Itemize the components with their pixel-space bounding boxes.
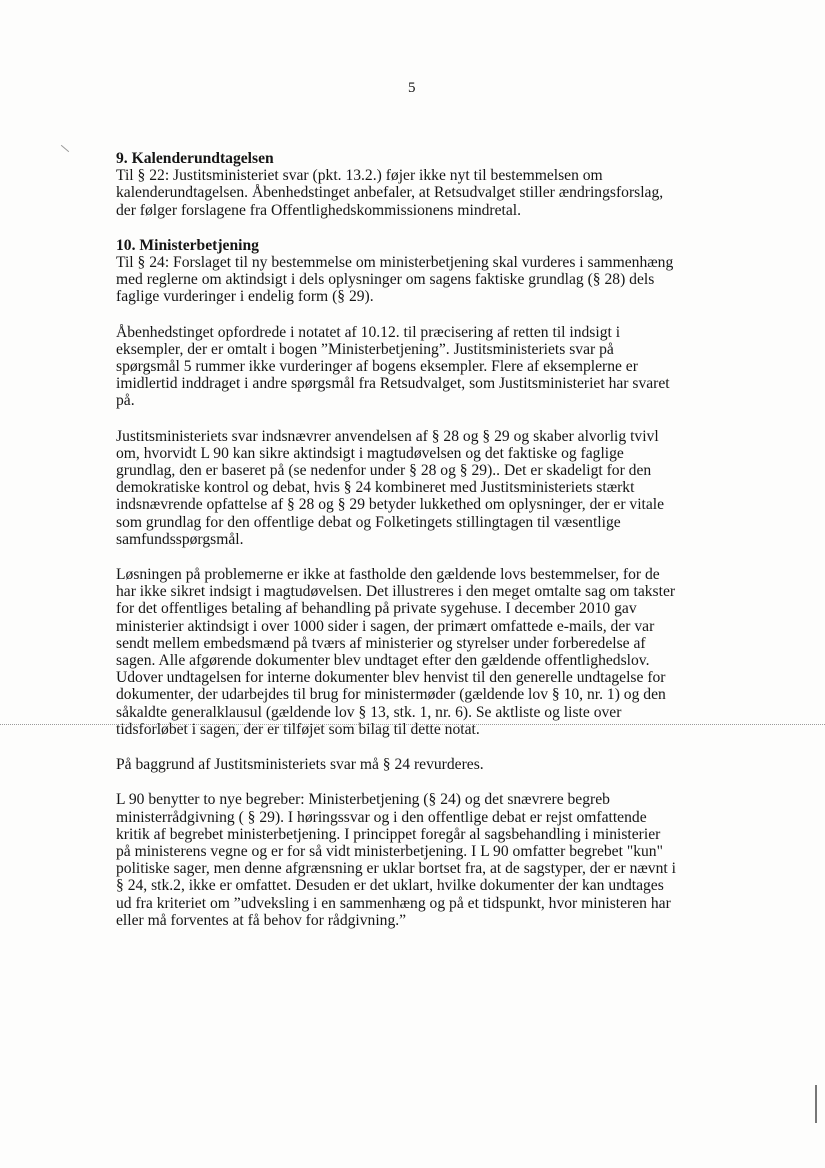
text-line: faglige vurderinger i endelig form (§ 29). — [116, 288, 374, 306]
text-line: kritik af begrebet ministerbetjening. I princippet foregår al sagsbehandling i ministerier — [116, 825, 661, 843]
text-line: på ministerens vegne og er for så vidt ministerbetjening. I L 90 omfatter begrebet "kun" — [116, 842, 663, 860]
text-line: sagen. Alle afgørende dokumenter blev undtaget efter den gældende offentlighedslov. — [116, 652, 650, 670]
text-line: L 90 benytter to nye begreber: Ministerbetjening (§ 24) og det snævrere begreb — [116, 791, 610, 809]
text-line: har ikke sikret indsigt i magtudøvelsen. Det illustreres i den meget omtalte sag om takster — [116, 583, 676, 601]
scan-edge-mark — [815, 1085, 817, 1123]
document-body — [116, 150, 716, 947]
text-line: tidsforløbet i sagen, der er tilføjet som bilag til dette notat. — [116, 720, 480, 738]
text-line: dokumenter, der udarbejdes til brug for ministermøder (gældende lov § 10, nr. 1) og den — [116, 686, 666, 704]
section-ministerbetjening — [116, 237, 716, 929]
text-line: der følger forslagene fra Offentlighedskommissionens mindretal. — [116, 201, 522, 219]
text-line: eksempler, der er omtalt i bogen ”Ministerbetjening”. Justitsministeriets svar på — [116, 340, 614, 358]
text-line: kalenderundtagelsen. Åbenhedstinget anbefaler, at Retsudvalget stiller ændringsforslag, — [116, 184, 664, 202]
text-line: grundlag, den er baseret på (se nedenfor under § 28 og § 29).. Det er skadeligt for den — [116, 462, 652, 480]
section-kalenderundtagelsen — [116, 150, 716, 219]
text-line: imidlertid inddraget i andre spørgsmål fra Retsudvalget, som Justitsministeriet har svaret — [116, 375, 670, 393]
text-line: På baggrund af Justitsministeriets svar må § 24 revurderes. — [116, 756, 484, 774]
text-line: indsnævrende opfattelse af § 28 og § 29 betyder lukkethed om oplysninger, der er vitale — [116, 496, 665, 514]
text-line: Udover undtagelsen for interne dokumenter blev henvist til den generelle undtagelse for — [116, 669, 666, 687]
text-line: for det offentliges betaling af behandling på private sygehuse. I december 2010 gav — [116, 600, 637, 618]
paragraph — [116, 167, 716, 219]
text-line: såkaldte generalklausul (gældende lov § 13, stk. 1, nr. 6). Se aktliste og liste over — [116, 703, 622, 721]
section-heading: 10. Ministerbetjening — [116, 236, 259, 254]
text-line: Til § 24: Forslaget til ny bestemmelse om ministerbetjening skal vurderes i sammenhæng — [116, 254, 674, 272]
text-line: Til § 22: Justitsministeriet svar (pkt. 13.2.) føjer ikke nyt til bestemmelsen om — [116, 167, 603, 185]
text-line: Åbenhedstinget opfordrede i notatet af 10.12. til præcisering af retten til indsigt i — [116, 323, 621, 341]
section-heading: 9. Kalenderundtagelsen — [116, 150, 274, 167]
text-line: samfundsspørgsmål. — [116, 530, 244, 548]
paragraph — [116, 756, 716, 773]
text-line: eller må forventes at få behov for rådgivning.” — [116, 911, 407, 929]
text-line: om, hvorvidt L 90 kan sikre aktindsigt i magtudøvelsen og det faktiske og faglige — [116, 444, 624, 462]
text-line: som grundlag for den offentlige debat og Folketingets stillingtagen til væsentlige — [116, 513, 621, 531]
text-line: spørgsmål 5 rummer ikke vurderinger af bogens eksempler. Flere af eksemplerne er — [116, 358, 638, 376]
paragraph — [116, 324, 716, 410]
scan-mark — [61, 145, 69, 152]
text-line: Løsningen på problemerne er ikke at fastholde den gældende lovs bestemmelser, for de — [116, 566, 660, 584]
paragraph — [116, 428, 716, 548]
text-line: med reglerne om aktindsigt i dels oplysninger om sagens faktiske grundlag (§ 28) dels — [116, 271, 655, 289]
text-line: på. — [116, 392, 135, 410]
text-line: sendt mellem embedsmænd på tværs af ministerier og styrelser under forberedelse af — [116, 634, 646, 652]
text-line: demokratiske kontrol og debat, hvis § 24 kombineret med Justitsministeriets stærkt — [116, 479, 635, 497]
text-line: politiske sager, men denne afgrænsning er uklar bortset fra, at de sagstyper, der er nævnt i — [116, 860, 676, 878]
paragraph — [116, 254, 716, 306]
page-number: 5 — [408, 80, 416, 96]
paragraph — [116, 791, 716, 929]
paragraph — [116, 566, 716, 738]
text-line: ministerrådgivning ( § 29). I høringssvar og i den offentlige debat er rejst omfattende — [116, 808, 647, 826]
text-line: Justitsministeriets svar indsnævrer anvendelsen af § 28 og § 29 og skaber alvorlig tvivl — [116, 427, 659, 445]
text-line: § 24, stk.2, ikke er omfattet. Desuden er det uklart, hvilke dokumenter der kan undtages — [116, 877, 664, 895]
text-line: ministerier aktindsigt i over 1000 sider i sagen, der primært omfattede e-mails, der var — [116, 617, 655, 635]
text-line: ud fra kriteriet om ”udveksling i en sammenhæng og på et tidspunkt, hvor ministeren har — [116, 894, 671, 912]
